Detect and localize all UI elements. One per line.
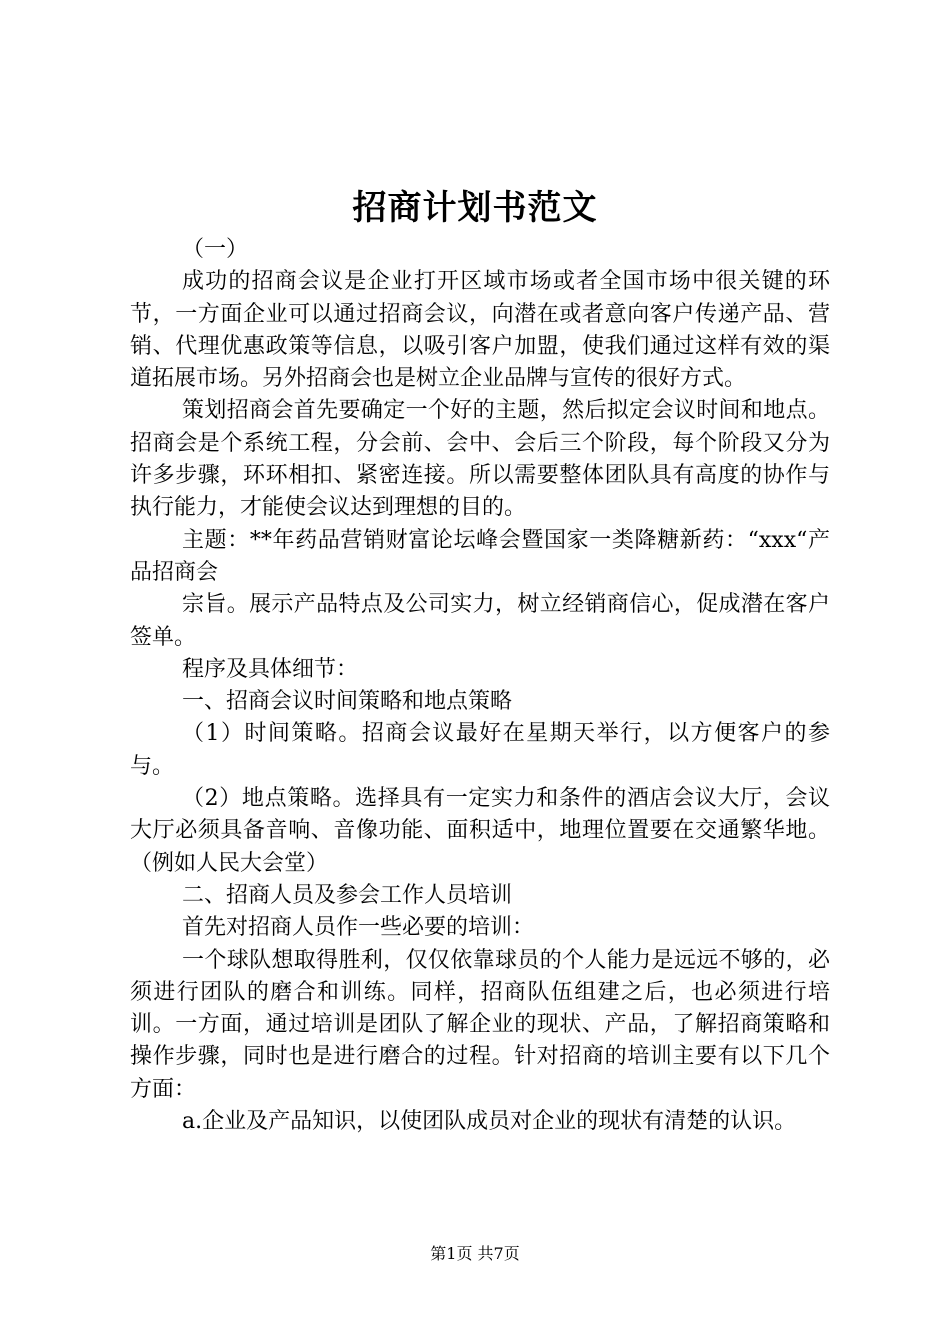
paragraph: 首先对招商人员作一些必要的培训： — [182, 915, 535, 941]
paragraph: 成功的招商会议是企业打开区域市场或者全国市场中很关键的环节，一方面企业可以通过招商会议，向潜在或者意向客户传递产品、营销、代理优惠政策等信息，以吸引客户加盟，使我们通过这样有效的渠道拓展市场。另外招商会也是树立企业品牌与宣传的很好方式。 — [130, 269, 830, 392]
paragraph: （2）地点策略。选择具有一定实力和条件的酒店会议大厅，会议大厅必须具备音响、音像功能、面积适中，地理位置要在交通繁华地。（例如人民大会堂） — [130, 786, 830, 876]
section-marker: （一） — [182, 237, 249, 262]
page-footer: 第1页 共7页 — [430, 1244, 520, 1263]
document-body — [130, 234, 830, 1138]
paragraph: （1）时间策略。招商会议最好在星期天举行，以方便客户的参与。 — [130, 721, 830, 779]
paragraph: 宗旨。展示产品特点及公司实力，树立经销商信心，促成潜在客户签单。 — [130, 592, 830, 650]
paragraph: a.企业及产品知识，以使团队成员对企业的现状有清楚的认识。 — [182, 1109, 797, 1135]
paragraph: 程序及具体细节： — [182, 656, 359, 682]
section-heading: 二、招商人员及参会工作人员培训 — [182, 882, 513, 908]
section-heading: 一、招商会议时间策略和地点策略 — [182, 689, 513, 715]
document-title: 招商计划书范文 — [352, 188, 598, 228]
paragraph: 策划招商会首先要确定一个好的主题，然后拟定会议时间和地点。招商会是个系统工程，分会前、会中、会后三个阶段，每个阶段又分为许多步骤，环环相扣、紧密连接。所以需要整体团队具有高度的协作与执行能力，才能使会议达到理想的目的。 — [130, 398, 830, 521]
paragraph: 主题：**年药品营销财富论坛峰会暨国家一类降糖新药：“xxx“产品招商会 — [130, 527, 830, 585]
paragraph: 一个球队想取得胜利，仅仅依靠球员的个人能力是远远不够的，必须进行团队的磨合和训练。同样，招商队伍组建之后，也必须进行培训。一方面，通过培训是团队了解企业的现状、产品，了解招商策略和操作步骤，同时也是进行磨合的过程。针对招商的培训主要有以下几个方面： — [130, 947, 830, 1102]
